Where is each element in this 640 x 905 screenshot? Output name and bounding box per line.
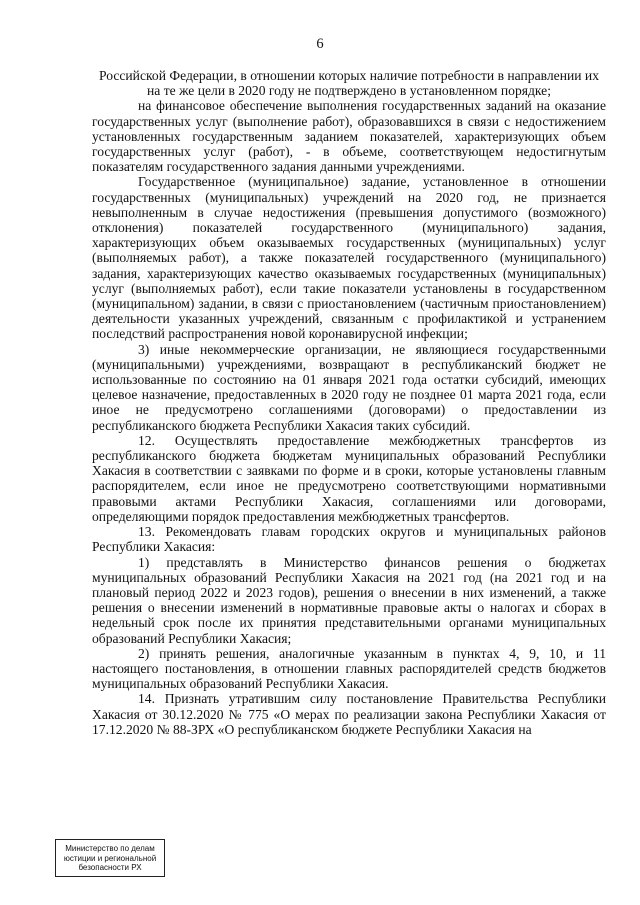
paragraph-section-13: 13. Рекомендовать главам городских округов и муниципальных районов Республики Хакасия:: [92, 524, 606, 555]
registration-stamp: [55, 839, 165, 877]
paragraph-state-assignment: Государственное (муниципальное) задание, установленное в отношении государственных (муниципальных) учреждений на 2020 год, не признается невыполненным в случае недостижения (превышения допустимого (возможного) отклонения) показателей государственного (муниципального) задания, характеризующих объем оказываемых государственных (муниципальных) услуг (выполняемых работ), а также показателей государственного (муниципального) задания, характеризующих качество оказываемых государственных (муниципальных) услуг (выполняемых работ), если такие показатели установлены в государственном (муниципальном) задании, в связи с приостановлением (частичным приостановлением) деятельности указанных учреждений, связанным с профилактикой и устранением последствий распространения новой коронавирусной инфекции;: [92, 174, 606, 342]
stamp-line-1: Министерство по делам: [65, 844, 155, 853]
paragraph-section-13-item-1: 1) представлять в Министерство финансов решения о бюджетах муниципальных образований Республики Хакасия на 2021 год (на 2021 год и на плановый период 2022 и 2023 годов), решения о внесении в них изменений, а также решения о внесении изменений в нормативные правовые акты о налогах и сборах в недельный срок после их принятия представительными органами муниципальных образований Республики Хакасия;: [92, 554, 606, 646]
stamp-line-2: юстиции и региональной: [63, 853, 157, 863]
stamp-line-3: безопасности РХ: [78, 863, 142, 872]
document-body: [92, 68, 606, 737]
page-number: 6: [316, 36, 324, 52]
paragraph-section-14: 14. Признать утратившим силу постановление Правительства Республики Хакасия от 30.12.2020 № 775 «О мерах по реализации закона Республики Хакасия от 17.12.2020 № 88-ЗРХ «О республиканском бюджете Республики Хакасия на: [92, 691, 606, 737]
paragraph-section-12: 12. Осуществлять предоставление межбюджетных трансфертов из республиканского бюджета бюджетам муниципальных образований Республики Хакасия в соответствии с заявками по форме и в сроки, которые установлены главным распорядителем, если иное не предусмотрено соответствующими нормативными правовыми актами Республики Хакасия, соглашениями или договорами, определяющими порядок предоставления межбюджетных трансфертов.: [92, 432, 606, 524]
paragraph-continuation: Российской Федерации, в отношении которых наличие потребности в направлении их на те же цели в 2020 году не подтверждено в установленном порядке;: [98, 68, 599, 99]
paragraph-section-13-item-2: 2) принять решения, аналогичные указанным в пунктах 4, 9, 10, и 11 настоящего постановления, в отношении главных распорядителей средств бюджетов муниципальных образований Республики Хакасия.: [92, 645, 606, 692]
paragraph-item-3: 3) иные некоммерческие организации, не являющиеся государственными (муниципальными) учреждениями, возвращают в республиканский бюджет не использованные по состоянию на 01 января 2021 года остатки субсидий, имеющих целевое назначение, предоставленных в 2020 году не позднее 01 марта 2021 года, если иное не предусмотрено соглашениями (договорами) о предоставлении из республиканского бюджета Республики Хакасия таких субсидий.: [92, 341, 606, 433]
paragraph-financial-support: на финансовое обеспечение выполнения государственных заданий на оказание государственных услуг (выполнение работ), образовавшихся в связи с недостижением установленных государственным заданием показателей, характеризующих объем государственных услуг (работ), - в объеме, соответствующем недостигнутым показателям государственного задания данными учреждениями.: [92, 98, 606, 175]
